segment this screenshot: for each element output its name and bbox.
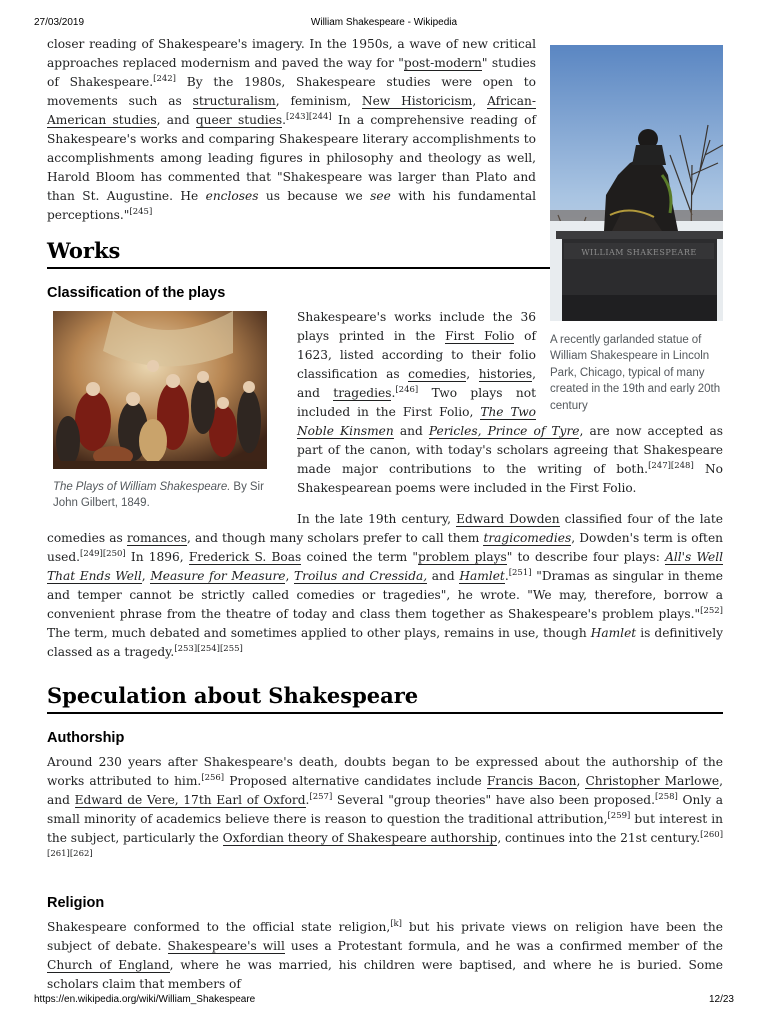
wiki-link[interactable]: African-American studies [47,94,536,127]
statue-plinth-inscription: WILLIAM SHAKESPEARE [581,248,697,257]
wiki-link[interactable]: comedies [408,367,467,381]
citation-link[interactable]: [252] [700,605,723,616]
print-page-number: 12/23 [708,994,734,1005]
classification-paragraph: Shakespeare's works include the 36 plays printed in the First Folio of 1623, listed according to their folio classification as comedies, histories, and tragedies.[246] Two plays not included in the First Folio, The Two Noble Kinsmen and Pericles, Prince of Tyre, are now accepted as part of the canon, with today's scholars agreeing that Shakespeare made major contributions to the writing of both.[247][248] No Shakespearean poems were included in the First Folio. [297,310,724,495]
citation-link[interactable]: [k] [390,918,402,929]
painting-caption [53,479,271,511]
authorship-paragraph: Around 230 years after Shakespeare's death, doubts began to be expressed about the authorship of the works attributed to him.[256] Proposed alternative candidates include Francis Bacon, Christopher Marlowe, and Edward de Vere, 17th Earl of Oxford.[257] Several "group theories" have also been proposed.[258] Only a small minority of academics believe there is reason to question the traditional attribution,[259] but interest in the subject, particularly the Oxfordian theory of Shakespeare authorship, continues into the 21st century.[260][261][262] [47,755,724,859]
citation-link[interactable]: [259] [607,810,631,821]
classification-heading: Classification of the plays [47,285,226,301]
citation-link[interactable]: [260][261][262] [47,829,724,859]
citation-link[interactable]: [256] [201,772,225,783]
citation-link[interactable]: [245] [129,206,153,217]
speculation-heading: Speculation about Shakespeare [47,682,723,714]
wiki-link[interactable]: Frederick S. Boas [188,550,302,564]
religion-heading: Religion [47,895,105,911]
wiki-link[interactable]: Measure for Measure [150,569,286,583]
citation-link[interactable]: [246] [395,384,419,395]
citation-link[interactable]: [242] [153,73,176,84]
wiki-link[interactable]: Francis Bacon [486,774,577,788]
citation-link[interactable]: [249][250] [80,548,126,559]
wiki-link[interactable]: All's Well That Ends Well [47,550,724,583]
painting-caption-title: The Plays of William Shakespeare. [53,481,231,493]
authorship-heading: Authorship [47,730,125,746]
citation-link[interactable]: [247][248] [648,460,694,471]
italic-text: see [370,189,391,203]
print-date: 27/03/2019 [34,17,85,28]
wiki-link[interactable]: First Folio [445,329,515,343]
religion-paragraph: Shakespeare conformed to the official state religion,[k] but his private views on religion have been the subject of debate. Shakespeare's will uses a Protestant formula, and he was a confirmed member of the Church of England, where he was married, his children were baptised, and where he is buried. Some scholars claim that members of [47,918,723,991]
italic-text: Hamlet [590,626,637,640]
wiki-link[interactable]: New Historicism [361,94,473,108]
print-footer [0,994,768,1008]
wiki-link[interactable]: Pericles, Prince of Tyre [428,424,580,438]
wiki-link[interactable]: Hamlet [459,569,505,583]
citation-link[interactable]: [258] [654,791,678,802]
wiki-link[interactable]: Edward de Vere, 17th Earl of Oxford [74,793,306,807]
wiki-link[interactable]: Edward Dowden [456,512,560,526]
wiki-link[interactable]: histories [478,367,533,381]
late-comedies-paragraph: In the late 19th century, Edward Dowden classified four of the late comedies as romances, and though many scholars prefer to call them tragicomedies, Dowden's term is often used.[249][250] In 1896, Frederick S. Boas coined the term "problem plays" to describe four plays: All's Well That Ends Well, Measure for Measure, Troilus and Cressida, and Hamlet.[251] "Dramas as singular in theme and temper cannot be strictly called comedies or tragedies", he wrote. "We may, therefore, borrow a convenient phrase from the theatre of today and class them together as Shakespeare's problem plays."[252] The term, much debated and sometimes applied to other plays, remains in use, though Hamlet is definitively classed as a tragedy.[253][254][255] [47,512,724,659]
wiki-link[interactable]: queer studies [195,113,283,127]
painting-caption-credit: By Sir John Gilbert, 1849. [53,481,264,509]
print-url: https://en.wikipedia.org/wiki/William_Shakespeare [34,994,256,1005]
works-heading: Works [47,237,723,269]
wiki-link[interactable]: Troilus and Cressida, [294,569,428,583]
wiki-link[interactable]: Shakespeare's will [167,939,285,953]
wiki-link[interactable]: The Two Noble Kinsmen [297,405,536,438]
wiki-link[interactable]: Christopher Marlowe [585,774,720,788]
statue-image [550,45,723,321]
wiki-link[interactable]: tragicomedies [483,531,572,545]
wiki-link[interactable]: post-modern [403,56,482,70]
statue-figure [550,45,723,414]
wiki-link[interactable]: romances [126,531,187,545]
statue-caption: A recently garlanded statue of William Shakespeare in Lincoln Park, Chicago, typical of many created in the 19th and early 20th century [550,333,721,412]
citation-link[interactable]: [253][254][255] [174,643,243,654]
painting-image [53,311,267,469]
wiki-link[interactable]: tragedies [333,386,392,400]
italic-text: encloses [205,189,259,203]
wiki-link[interactable]: structuralism [192,94,276,108]
wiki-link[interactable]: problem plays [418,550,507,564]
citation-link[interactable]: [251] [508,567,532,578]
citation-link[interactable]: [243][244] [286,111,332,122]
print-header [0,17,768,31]
wiki-link[interactable]: Church of England [47,958,170,972]
print-page-title: William Shakespeare - Wikipedia [310,17,458,28]
article-content [47,35,723,1006]
wiki-link[interactable]: Oxfordian theory of Shakespeare authorship [222,831,498,845]
painting-figure [53,311,271,511]
citation-link[interactable]: [257] [309,791,333,802]
intro-paragraph: closer reading of Shakespeare's imagery. In the 1950s, a wave of new critical approaches replaced modernism and paved the way for "post-modern" studies of Shakespeare.[242] By the 1980s, Shakespeare studies were open to movements such as structuralism, feminism, New Historicism, African-American studies, and queer studies.[243][244] In a comprehensive reading of Shakespeare's works and comparing Shakespeare literary accomplishments to accomplishments among leading figures in philosophy and theology as well, Harold Bloom has commented that "Shakespeare was larger than Plato and than St. Augustine. He encloses us because we see with his fundamental perceptions."[245] [47,37,537,222]
